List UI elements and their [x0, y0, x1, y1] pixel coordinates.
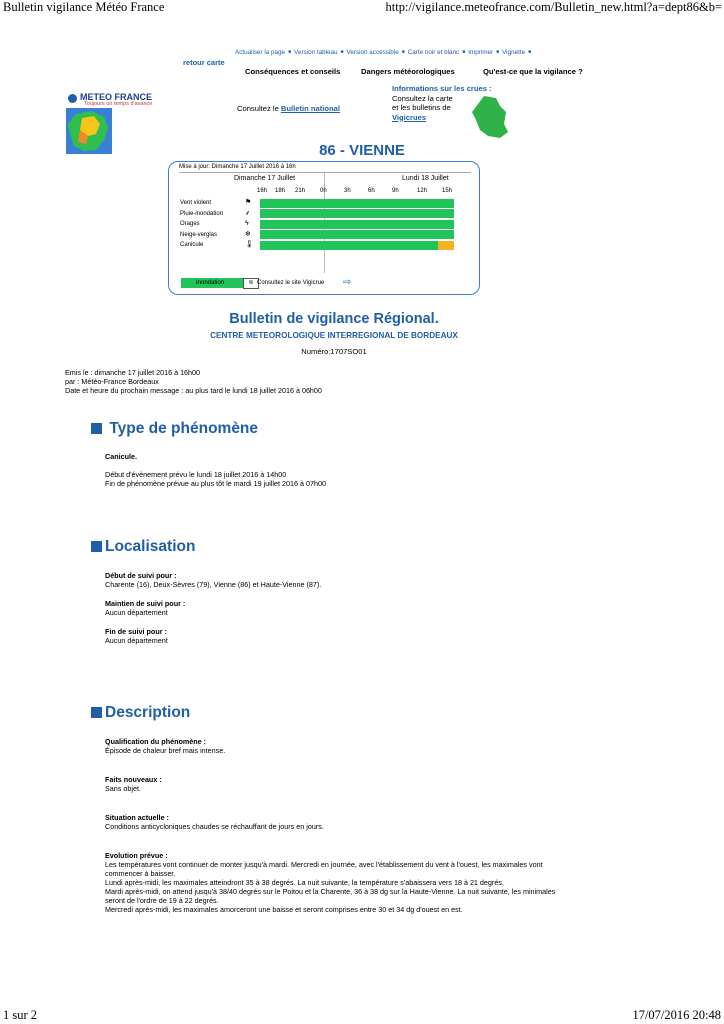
description-section-title-text: Description — [105, 704, 191, 721]
hour-tick-label: 21h — [295, 188, 306, 194]
hour-tick-label: 9h — [392, 188, 399, 194]
crues-line-2: et les bulletins de — [392, 103, 451, 112]
separator: ■ — [401, 49, 405, 55]
phenomenon-name: Canicule. — [105, 452, 137, 461]
storm-icon: ϟ — [245, 220, 249, 227]
type-section-body — [105, 452, 326, 488]
dangers-menu[interactable]: Dangers météorologiques — [361, 67, 455, 76]
section-bullet-icon — [91, 423, 102, 434]
print-link[interactable]: Imprimer — [468, 49, 494, 56]
separator: ■ — [288, 49, 292, 55]
vigicrues-link[interactable]: Vigicrues — [392, 112, 427, 122]
vigilance-level-bar — [260, 209, 454, 218]
section-bullet-icon — [91, 541, 102, 552]
consequences-menu[interactable]: Conséquences et conseils — [245, 67, 341, 76]
vigilance-level-bar — [260, 241, 438, 250]
debut-suivi-value: Charente (16), Deux-Sèvres (79), Vienne (86) et Haute-Vienne (87). — [105, 580, 322, 589]
thumbnail-link[interactable]: Vignette — [502, 49, 526, 56]
description-section-title — [91, 704, 190, 722]
back-to-map-link[interactable]: retour carte — [183, 58, 225, 67]
print-title: Bulletin vigilance Météo France — [3, 0, 165, 14]
phenomenon-label: Neige-verglas — [180, 231, 218, 238]
debut-suivi-label: Début de suivi pour : — [105, 571, 177, 580]
phenomenon-label: Orages — [180, 221, 200, 227]
black-white-map-link[interactable]: Carte noir et blanc — [407, 49, 460, 56]
inondation-bar — [181, 278, 259, 288]
vigicrue-site-link[interactable]: Consultez le site Vigicrue — [257, 280, 325, 286]
external-link-icon[interactable]: ⇨ — [343, 277, 352, 288]
vigilance-level-bar-yellow — [438, 241, 454, 250]
emission-info — [65, 368, 322, 395]
what-is-vigilance-menu[interactable]: Qu'est-ce que la vigilance ? — [483, 67, 583, 76]
separator: ■ — [496, 49, 500, 55]
bulletin-center: CENTRE METEOROLOGIQUE INTERREGIONAL DE BORDEAUX — [210, 331, 458, 340]
evolution-line-2: commencer à baisser. — [105, 869, 176, 878]
day-label-2: Lundi 18 Juillet — [402, 175, 449, 182]
localisation-body — [105, 571, 665, 645]
chart-update-label: Mise à jour: Dimanche 17 Juillet 2016 à 16h — [179, 162, 471, 173]
vienne-map-icon[interactable] — [470, 94, 510, 140]
national-prefix: Consultez le — [237, 104, 279, 113]
department-title: 86 - VIENNE — [319, 142, 405, 159]
separator: ■ — [340, 49, 344, 55]
new-facts-label: Faits nouveaux : — [105, 775, 162, 784]
description-body — [105, 737, 665, 914]
localisation-section-title — [91, 538, 195, 556]
accessible-version-link[interactable]: Version accessible — [346, 49, 399, 56]
crues-line-1: Consultez la carte — [392, 93, 453, 103]
inondation-label: Inondation — [196, 280, 225, 286]
qualification-value: Épisode de chaleur bref mais intense. — [105, 746, 226, 755]
next-message-date: Date et heure du prochain message : au plus tard le lundi 18 juillet 2016 à 06h00 — [65, 386, 322, 395]
maintien-suivi-label: Maintien de suivi pour : — [105, 599, 186, 608]
refresh-link[interactable]: Actualiser la page — [235, 49, 286, 56]
vigilance-level-bar — [260, 199, 454, 208]
maintien-suivi-value: Aucun département — [105, 608, 168, 617]
phenomenon-end: Fin de phénomène prévue au plus tôt le mardi 19 juillet 2016 à 07h00 — [105, 479, 326, 488]
type-section-title — [91, 420, 258, 438]
new-facts-value: Sans objet. — [105, 784, 141, 793]
wind-icon: ⚑ — [245, 199, 252, 206]
phenomena-rows — [169, 198, 481, 258]
fin-suivi-value: Aucun département — [105, 636, 168, 645]
vigilance-chart — [168, 161, 480, 295]
evolution-line-6: Mercredi après-midi, les maximales amorceront une baisse et seront comprises entre 30 et 34 dg d'ouest en est. — [105, 905, 463, 914]
hours-row — [169, 188, 481, 198]
national-bulletin-link[interactable]: Bulletin national — [280, 104, 340, 113]
evolution-label: Evolution prévue : — [105, 851, 168, 860]
evolution-line-4: Mardi après-midi, on attend jusqu'à 38/40 degrés sur le Poitou et la Charente, 36 à 38 dg sur la Haute-Vienne. La nuit suivante, les minimales — [105, 887, 556, 896]
vigilance-level-bar — [260, 220, 454, 229]
logo-tagline: Toujours un temps d'avance — [84, 101, 153, 107]
table-version-link[interactable]: Version tableau — [294, 49, 338, 56]
hour-tick-label: 0h — [320, 188, 327, 194]
current-situation-value: Conditions anticycloniques chaudes se réchauffant de jours en jours. — [105, 822, 324, 831]
national-bulletin — [237, 104, 340, 113]
day-label-1: Dimanche 17 Juillet — [234, 175, 296, 182]
current-situation-label: Situation actuelle : — [105, 813, 169, 822]
type-section-title-text: Type de phénomène — [109, 420, 259, 437]
print-url: http://vigilance.meteofrance.com/Bulletin_new.html?a=dept86&b= — [385, 0, 722, 14]
hour-tick-label: 18h — [275, 188, 286, 194]
flood-icon: ≋ — [243, 278, 259, 289]
logo-globe-icon — [68, 94, 77, 103]
hour-tick-label: 15h — [442, 188, 453, 194]
evolution-line-3: Lundi après-midi, les maximales atteindront 35 à 38 degrés. La nuit suivante, la température s'abaissera vers 18 à 21 degrés. — [105, 878, 504, 887]
section-bullet-icon — [91, 707, 102, 718]
rain-flood-icon: ⸙ — [245, 209, 251, 217]
logo-name: METEO FRANCE — [80, 92, 152, 102]
bulletin-title: Bulletin de vigilance Régional. — [229, 311, 439, 327]
hour-tick-label: 6h — [368, 188, 375, 194]
hour-tick-label: 16h — [257, 188, 268, 194]
phenomenon-label: Pluie-inondation — [180, 210, 224, 217]
bulletin-number: Numéro:1707SO01 — [301, 347, 367, 356]
thermometer-icon: 🌡 — [245, 241, 254, 248]
crues-title: Informations sur les crues : — [392, 84, 492, 93]
phenomenon-start: Début d'évènement prévu le lundi 18 juillet 2016 à 14h00 — [105, 470, 287, 479]
phenomenon-label: Canicule — [180, 242, 204, 248]
separator: ■ — [528, 49, 532, 55]
print-page-number: 1 sur 2 — [3, 1008, 38, 1022]
qualification-label: Qualification du phénomène : — [105, 737, 207, 746]
hour-tick-label: 12h — [417, 188, 428, 194]
evolution-line-1: Les températures vont continuer de monter jusqu'à mardi. Mercredi en journée, avec l'établissement du vent à l'ouest, les maximales vont — [105, 860, 543, 869]
emission-by: par : Météo-France Bordeaux — [65, 377, 159, 386]
print-datetime: 17/07/2016 20:48 — [632, 1008, 721, 1022]
emission-date: Emis le : dimanche 17 juillet 2016 à 16h00 — [65, 368, 201, 377]
evolution-line-5: seront de l'ordre de 19 à 22 degrés. — [105, 896, 219, 905]
top-links — [235, 49, 534, 56]
separator: ■ — [462, 49, 466, 55]
phenomenon-label: Vent violent — [180, 200, 212, 206]
hour-tick-label: 3h — [344, 188, 351, 194]
vigilance-level-bar — [260, 230, 454, 239]
localisation-section-title-text: Localisation — [105, 538, 196, 555]
snow-icon: ❄ — [245, 230, 251, 238]
fin-suivi-label: Fin de suivi pour : — [105, 627, 167, 636]
